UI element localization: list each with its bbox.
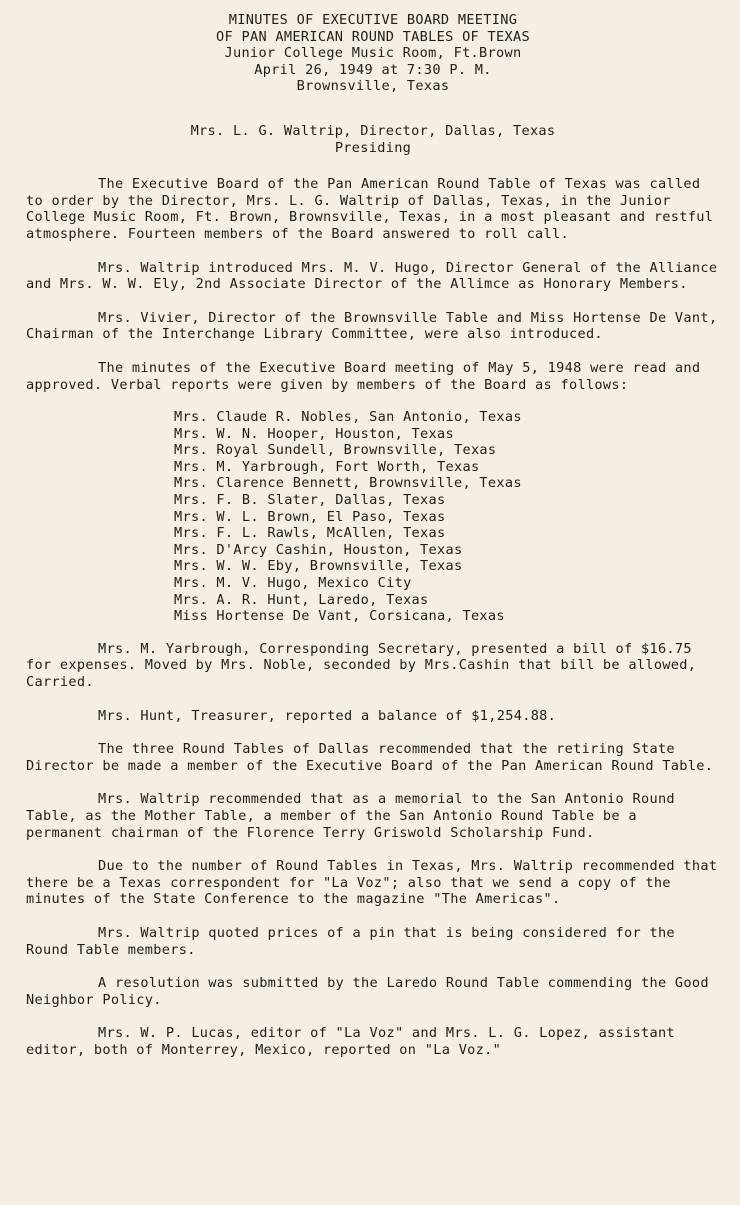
list-item: Mrs. D'Arcy Cashin, Houston, Texas: [174, 541, 463, 558]
paragraph-la-voz-report: Mrs. W. P. Lucas, editor of "La Voz" and Mrs. L. G. Lopez, assistant editor, both of Monterrey, Mexico, reported on "La Voz.": [26, 1025, 675, 1058]
paragraph-honorary-members: Mrs. Waltrip introduced Mrs. M. V. Hugo, Director General of the Alliance and Mrs. W. W. Ely, 2nd Associate Director of the Allimce as Honorary Members.: [26, 259, 718, 293]
list-item: Mrs. W. W. Eby, Brownsville, Texas: [174, 558, 463, 575]
paragraph-la-voz-correspondent: Due to the number of Round Tables in Texas, Mrs. Waltrip recommended that there be a Texas correspondent for "La Voz"; also that we send a copy of the minutes of the State Conference to the magazine "The Americas".: [26, 858, 718, 908]
presiding-director: Mrs. L. G. Waltrip, Director, Dallas, Texas: [190, 122, 556, 139]
paragraph-secretary-bill: Mrs. M. Yarbrough, Corresponding Secretary, presented a bill of $16.75 for expenses. Moved by Mrs. Noble, seconded by Mrs.Cashin that bill be allowed, Carried.: [26, 640, 697, 690]
list-item: Mrs. F. L. Rawls, McAllen, Texas: [174, 525, 446, 542]
presiding-label: Presiding: [334, 139, 412, 156]
paragraph-introductions: Mrs. Vivier, Director of the Brownsville Table and Miss Hortense De Vant, Chairman of the Interchange Library Committee, were also introduced.: [26, 309, 718, 343]
list-item: Mrs. Clarence Bennett, Brownsville, Texas: [174, 475, 522, 492]
list-item: Mrs. A. R. Hunt, Laredo, Texas: [174, 591, 429, 608]
header-location: Junior College Music Room, Ft.Brown: [224, 45, 522, 62]
paragraph-pin-prices: Mrs. Waltrip quoted prices of a pin that is being considered for the Round Table members.: [26, 924, 675, 958]
list-item: Mrs. Claude R. Nobles, San Antonio, Texas: [174, 409, 522, 426]
list-item: Miss Hortense De Vant, Corsicana, Texas: [174, 608, 505, 625]
header-title-line-1: MINUTES OF EXECUTIVE BOARD MEETING: [228, 12, 518, 28]
paragraph-dallas-recommendation: The three Round Tables of Dallas recommended that the retiring State Director be made a member of the Executive Board of the Pan American Round Table.: [26, 741, 714, 774]
paragraph-memorial-recommendation: Mrs. Waltrip recommended that as a memorial to the San Antonio Round Table, as the Mother Table, a member of the San Antonio Round Table be a permanent chairman of the Florence Terry Griswold Scholarship Fund.: [26, 791, 675, 841]
list-item: Mrs. M. V. Hugo, Mexico City: [174, 575, 412, 592]
list-item: Mrs. W. N. Hooper, Houston, Texas: [174, 425, 454, 442]
paragraph-treasurer-balance: Mrs. Hunt, Treasurer, reported a balance of $1,254.88.: [98, 707, 557, 724]
list-item: Mrs. Royal Sundell, Brownsville, Texas: [174, 442, 497, 459]
list-item: Mrs. F. B. Slater, Dallas, Texas: [174, 492, 446, 509]
board-member-list: [174, 409, 720, 625]
paragraph-minutes-approved: The minutes of the Executive Board meeting of May 5, 1948 were read and approved. Verbal reports were given by members of the Board as follows:: [26, 359, 701, 393]
header-date: April 26, 1949 at 7:30 P. M.: [254, 61, 492, 78]
paragraph-laredo-resolution: A resolution was submitted by the Laredo Round Table commending the Good Neighbor Policy.: [26, 975, 709, 1008]
list-item: Mrs. W. L. Brown, El Paso, Texas: [174, 508, 446, 525]
list-item: Mrs. M. Yarbrough, Fort Worth, Texas: [174, 458, 480, 475]
paragraph-call-to-order: The Executive Board of the Pan American Round Table of Texas was called to order by the Director, Mrs. L. G. Waltrip of Dallas, Texas, in the Junior College Music Room, Ft. Brown, Brownsville, Texas, in a most pleasant and restful atmosphere. Fourteen members of the Board answered to roll call.: [26, 176, 714, 242]
header-city: Brownsville, Texas: [296, 78, 450, 95]
header-title-line-2: OF PAN AMERICAN ROUND TABLES OF TEXAS: [216, 28, 530, 45]
presiding-block: [26, 123, 720, 156]
minutes-header: [26, 12, 720, 95]
